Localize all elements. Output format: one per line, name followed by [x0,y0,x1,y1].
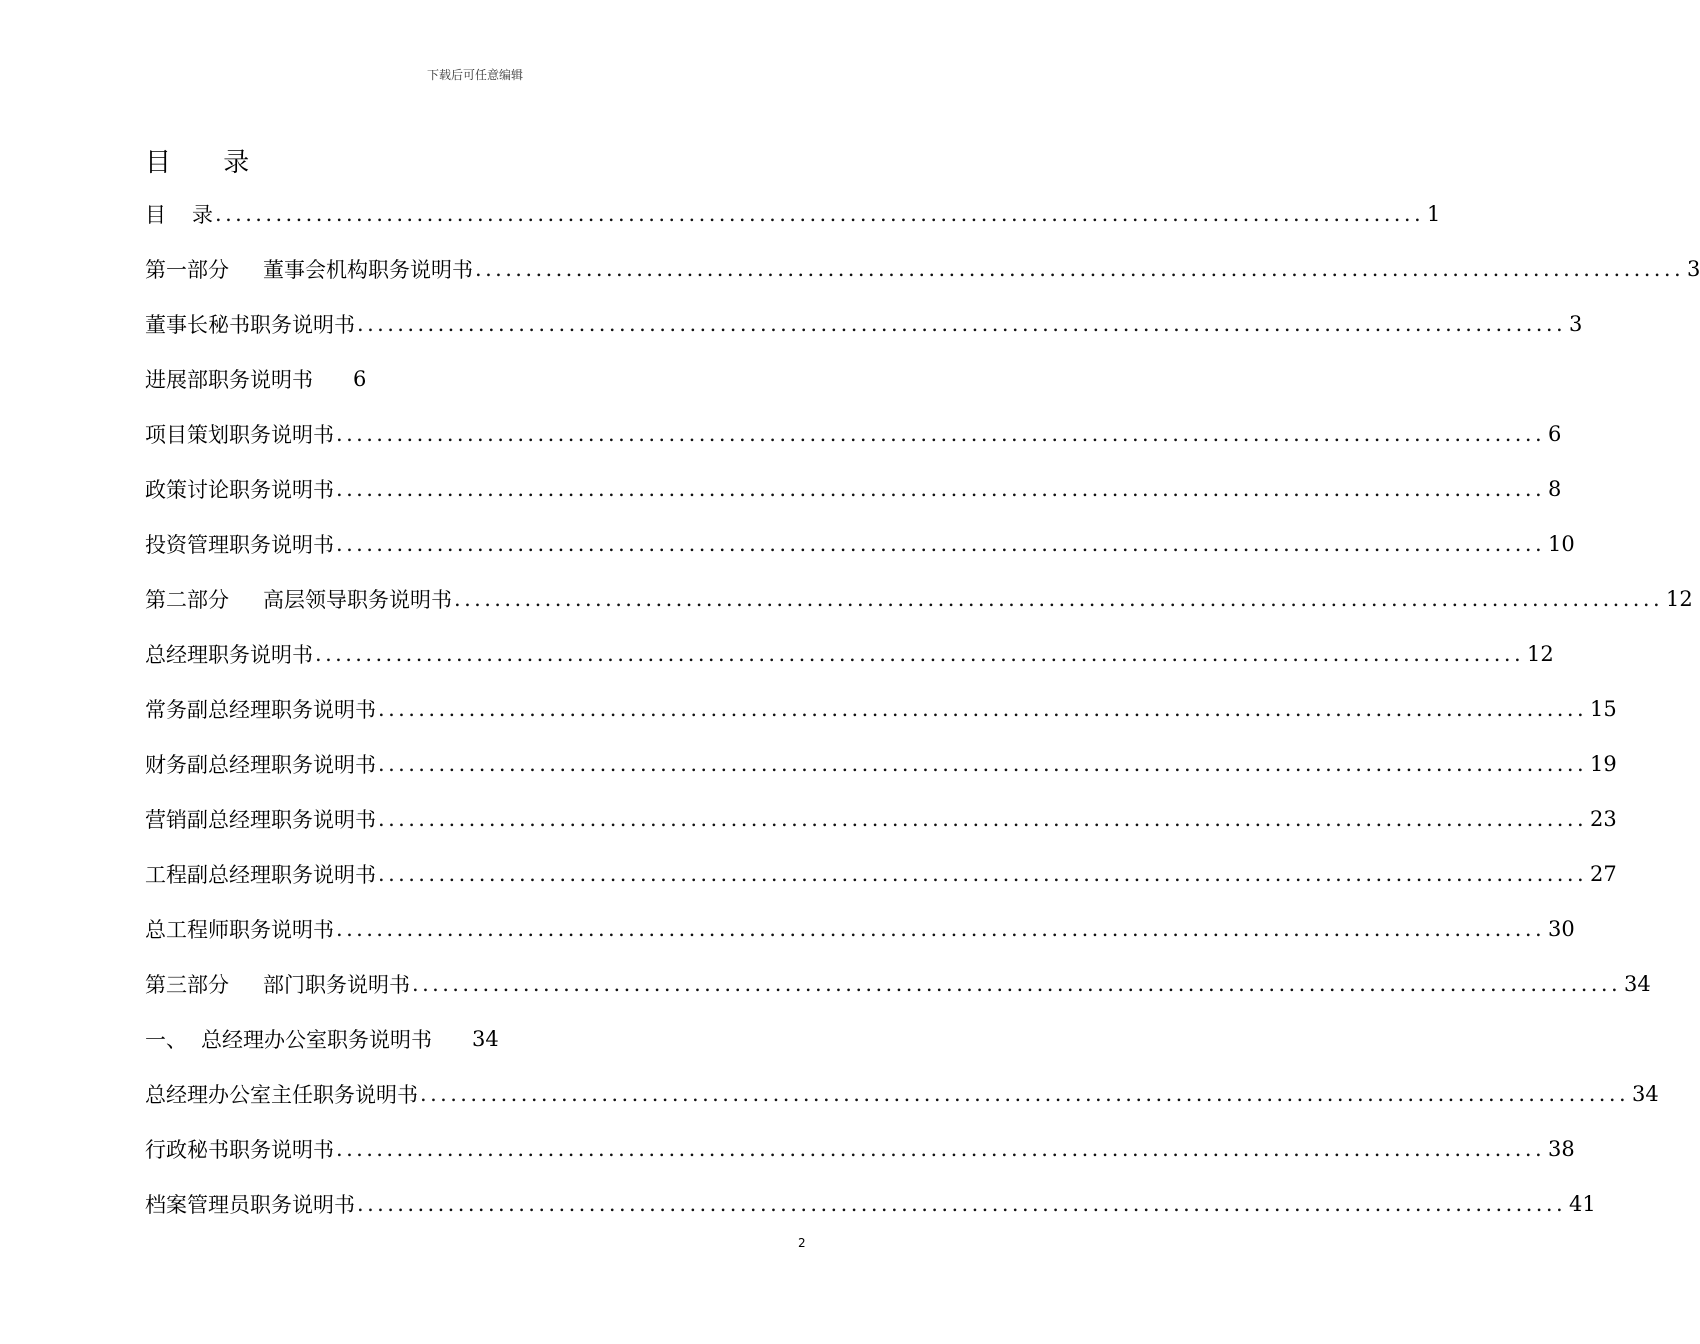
toc-leader-dots: ........................................................................................................................ [336,476,1546,501]
toc-entry[interactable] [145,571,1693,626]
toc-entry-title: 董事长秘书职务说明书 [145,312,355,337]
toc-leader-dots: ........................................................................................................................ [420,1081,1630,1106]
toc-entry-page: 10 [1548,531,1575,556]
toc-leader-dots: ........................................................................................................................ [336,531,1546,556]
toc-entry-page: 8 [1548,476,1562,501]
toc-entry-title: 总经理办公室主任职务说明书 [145,1082,418,1107]
toc-entry-label [145,1024,432,1054]
toc-entry-title: 部门职务说明书 [263,972,410,997]
toc-entry-page: 19 [1590,751,1617,776]
toc-entry-page: 34 [1632,1081,1659,1106]
toc-entry-title: 董事会机构职务说明书 [263,257,473,282]
toc-entry-page: 30 [1548,916,1575,941]
page-number: 2 [798,1236,806,1250]
toc-entry[interactable] [145,406,1562,461]
toc-entry-label [145,1189,355,1219]
toc-entry-title: 项目策划职务说明书 [145,422,334,447]
toc-entry-label [145,914,334,944]
toc-entry-title: 政策讨论职务说明书 [145,477,334,502]
toc-entry-label [145,364,313,394]
toc-leader-dots: ........................................................................................................................ [454,586,1664,611]
toc-leader-dots: ........................................................................................................................ [357,1191,1567,1216]
toc-entry-label [145,199,213,229]
toc-entry-label [145,254,473,284]
toc-entry-title: 总工程师职务说明书 [145,917,334,942]
toc-entry-label [145,529,334,559]
toc-entry-title: 进展部职务说明书 [145,367,313,392]
toc-leader-dots: ........................................................................................................................ [315,641,1525,666]
toc-entry[interactable] [145,186,1441,241]
toc-entry-page: 34 [1624,971,1651,996]
toc-entry-label [145,859,376,889]
toc-leader-dots: ........................................................................................................................ [336,421,1546,446]
toc-entry[interactable] [145,1066,1659,1121]
toc-entry-title: 总经理职务说明书 [145,642,313,667]
toc-entry[interactable] [145,681,1617,736]
toc-entry-label [145,969,410,999]
toc-entry-page: 12 [1527,641,1554,666]
toc-entry-title: 行政秘书职务说明书 [145,1137,334,1162]
toc-entry-label [145,694,376,724]
toc-entry[interactable] [145,956,1651,1011]
toc-entry-title: 录 [192,202,213,227]
toc-leader-dots: ........................................................................................................................ [378,751,1588,776]
toc-entry-page: 3 [1687,256,1700,281]
toc-leader-dots: ........................................................................................................................ [412,971,1622,996]
toc-entry-title: 财务副总经理职务说明书 [145,752,376,777]
toc-entry-label [145,474,334,504]
toc-entry-title: 营销副总经理职务说明书 [145,807,376,832]
toc-leader-dots: ........................................................................................................................ [475,256,1685,281]
toc-entry-label [145,309,355,339]
table-of-contents [145,186,1700,1231]
toc-entry-prefix: 一、 [145,1027,187,1052]
toc-entry[interactable] [145,1121,1575,1176]
page-header: 下载后可任意编辑 [426,68,523,82]
toc-entry[interactable] [145,296,1583,351]
toc-entry[interactable] [145,351,808,406]
toc-leader-dots: ........................................................................................................................ [378,696,1588,721]
toc-entry-title: 高层领导职务说明书 [263,587,452,612]
toc-entry[interactable] [145,516,1575,571]
toc-entry-page: 3 [1569,311,1583,336]
toc-leader-dots: ........................................................................................................................ [378,861,1588,886]
toc-entry-title: 投资管理职务说明书 [145,532,334,557]
toc-entry[interactable] [145,846,1617,901]
toc-leader-dots: ........................................................................................................................ [336,1136,1546,1161]
toc-leader-dots: ........................................................................................................................ [378,806,1588,831]
toc-entry-page: 6 [1548,421,1562,446]
toc-entry[interactable] [145,626,1554,681]
toc-entry-prefix: 第二部分 [145,587,229,612]
toc-leader-dots: ........................................................................................................................ [336,916,1546,941]
toc-entry[interactable] [145,461,1562,516]
toc-leader-dots: ........................................................................................................................ [215,201,1425,226]
toc-entry-label [145,804,376,834]
toc-entry-page: 41 [1569,1191,1596,1216]
toc-entry[interactable] [145,901,1575,956]
toc-entry-label [145,749,376,779]
toc-entry-page: 15 [1590,696,1617,721]
toc-leader-dots: ........................................................................................................................ [357,311,1567,336]
toc-entry-label [145,1134,334,1164]
toc-entry[interactable] [145,736,1617,791]
toc-entry-prefix: 第一部分 [145,257,229,282]
toc-entry-page: 38 [1548,1136,1575,1161]
toc-entry-label [145,639,313,669]
toc-title: 目 录 [145,148,272,178]
toc-entry-label [145,1079,418,1109]
toc-entry[interactable] [145,241,1700,296]
toc-entry-title: 常务副总经理职务说明书 [145,697,376,722]
toc-entry-prefix: 目 [145,202,166,227]
toc-entry-title: 档案管理员职务说明书 [145,1192,355,1217]
toc-entry-label [145,419,334,449]
toc-entry-page: 27 [1590,861,1617,886]
toc-entry-page: 23 [1590,806,1617,831]
toc-entry-title: 工程副总经理职务说明书 [145,862,376,887]
toc-entry-title: 总经理办公室职务说明书 [201,1027,432,1052]
toc-entry-page: 12 [1666,586,1693,611]
toc-entry[interactable] [145,1011,808,1066]
toc-entry-page: 1 [1427,201,1441,226]
toc-entry[interactable] [145,1176,1596,1231]
toc-entry-page: 34 [472,1026,499,1051]
toc-entry-label [145,584,452,614]
toc-entry-prefix: 第三部分 [145,972,229,997]
toc-entry[interactable] [145,791,1617,846]
toc-entry-page: 6 [353,366,367,391]
